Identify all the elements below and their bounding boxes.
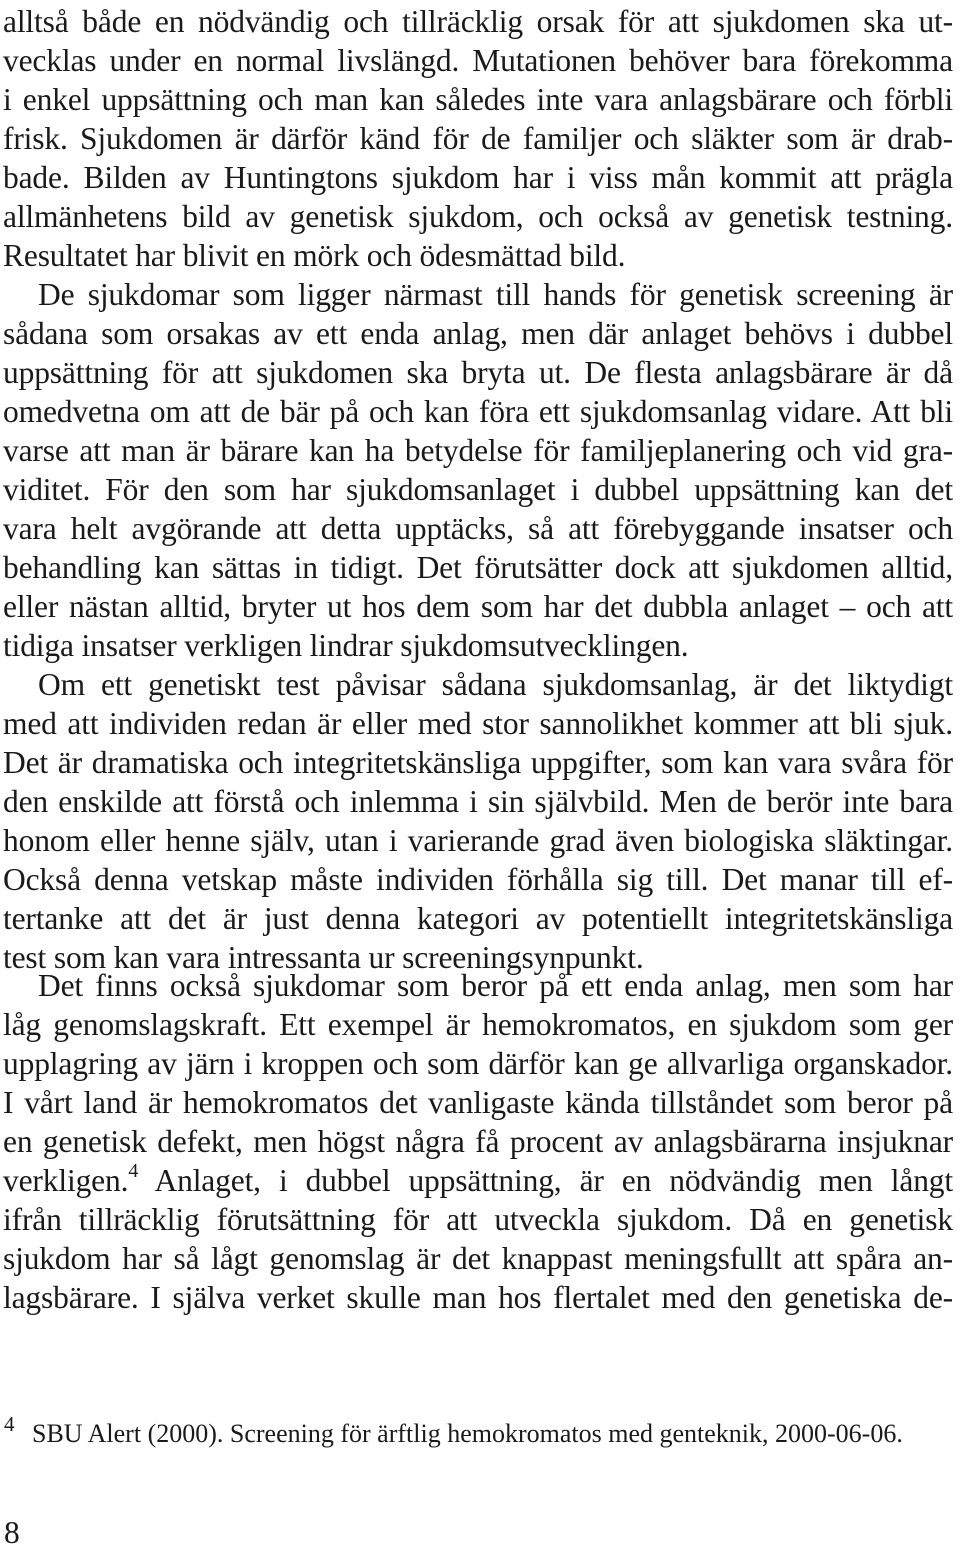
text-line: bade. Bilden av Huntingtons sjukdom har i viss mån kommit att prägla	[3, 160, 953, 195]
text-line: den enskilde att förstå och inlemma i sin självbild. Men de berör inte bara	[3, 784, 953, 819]
text-line: sjukdom har så lågt genomslag är det knappast meningsfullt att spåra an-	[3, 1241, 953, 1276]
text-line: Resultatet har blivit en mörk och ödesmättad bild.	[3, 238, 626, 273]
text-line: De sjukdomar som ligger närmast till hands för genetisk screening är	[38, 277, 953, 312]
footnote-number: 4	[4, 1412, 15, 1436]
text-line: Det finns också sjukdomar som beror på ett enda anlag, men som har	[38, 968, 953, 1003]
text-line: viditet. För den som har sjukdomsanlaget i dubbel uppsättning kan det	[3, 472, 953, 507]
text-line: med att individen redan är eller med stor sannolikhet kommer att bli sjuk.	[3, 706, 953, 741]
text-line: låg genomslagskraft. Ett exempel är hemokromatos, en sjukdom som ger	[3, 1007, 953, 1042]
text-line: test som kan vara intressanta ur screeningsynpunkt.	[3, 940, 644, 975]
page-number: 8	[4, 1515, 20, 1550]
text-line: lagsbärare. I själva verket skulle man hos flertalet med den genetiska de-	[3, 1280, 953, 1315]
text-fragment: verkligen.	[3, 1163, 129, 1198]
footnote-text: SBU Alert (2000). Screening för ärftlig hemokromatos med genteknik, 2000-06-06.	[32, 1419, 903, 1448]
text-line: behandling kan sättas in tidigt. Det förutsätter dock att sjukdomen alltid,	[3, 550, 953, 585]
text-line: tidiga insatser verkligen lindrar sjukdomsutvecklingen.	[3, 628, 689, 663]
text-line: honom eller henne själv, utan i varierande grad även biologiska släktingar.	[3, 823, 953, 858]
footnote-ref[interactable]: 4	[128, 1160, 139, 1182]
text-line: frisk. Sjukdomen är därför känd för de familjer och släkter som är drab-	[3, 121, 953, 156]
text-line: en genetisk defekt, men högst några få procent av anlagsbärarna insjuknar	[3, 1124, 953, 1159]
text-line: Det är dramatiska och integritetskänsliga uppgifter, som kan vara svåra för	[3, 745, 953, 780]
text-line: sådana som orsakas av ett enda anlag, men där anlaget behövs i dubbel	[3, 316, 953, 351]
text-line: ifrån tillräcklig förutsättning för att utveckla sjukdom. Då en genetisk	[3, 1202, 953, 1237]
text-line: varse att man är bärare kan ha betydelse för familjeplanering och vid gra-	[3, 433, 953, 468]
text-line: alltså både en nödvändig och tillräcklig orsak för att sjukdomen ska ut-	[3, 4, 953, 39]
text-line: Också denna vetskap måste individen förhålla sig till. Det manar till ef-	[3, 862, 953, 897]
text-line: omedvetna om att de bär på och kan föra ett sjukdomsanlag vidare. Att bli	[3, 394, 953, 429]
text-line: eller nästan alltid, bryter ut hos dem som har det dubbla anlaget – och att	[3, 589, 953, 624]
text-line: i enkel uppsättning och man kan således inte vara anlagsbärare och förbli	[3, 82, 953, 117]
text-line: tertanke att det är just denna kategori av potentiellt integritetskänsliga	[3, 901, 953, 936]
text-line: vecklas under en normal livslängd. Mutationen behöver bara förekomma	[3, 43, 953, 78]
text-line: allmänhetens bild av genetisk sjukdom, och också av genetisk testning.	[3, 199, 953, 234]
text-line	[3, 1161, 953, 1201]
text-line: vara helt avgörande att detta upptäcks, så att förebyggande insatser och	[3, 511, 953, 546]
text-line: I vårt land är hemokromatos det vanligaste kända tillståndet som beror på	[3, 1085, 953, 1120]
text-line: uppsättning för att sjukdomen ska bryta ut. De flesta anlagsbärare är då	[3, 355, 953, 390]
text-line: upplagring av järn i kroppen och som därför kan ge allvarliga organskador.	[3, 1046, 953, 1081]
text-line: Om ett genetiskt test påvisar sådana sjukdomsanlag, är det liktydigt	[38, 667, 953, 702]
text-fragment: Anlaget, i dubbel uppsättning, är en nödvändig men långt	[138, 1163, 953, 1198]
